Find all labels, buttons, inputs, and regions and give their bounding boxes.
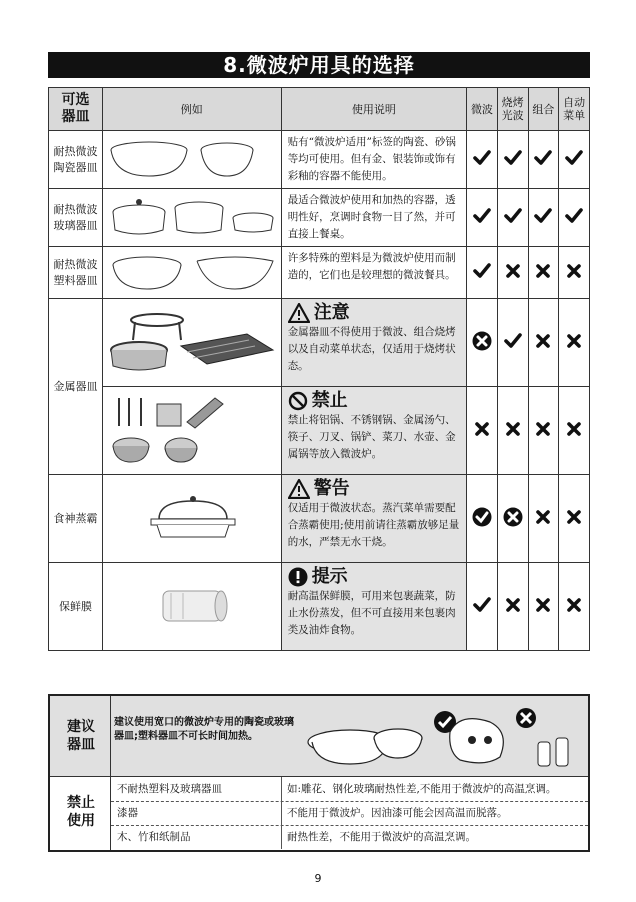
category-cell: 保鲜膜 [49, 563, 103, 651]
prohibited-icon [288, 391, 308, 411]
table-row [49, 131, 590, 189]
prohibited-row [111, 825, 588, 849]
prohibited-row [111, 777, 588, 802]
mode-check-mark [497, 299, 528, 387]
usage-text: 仅适用于微波状态。蒸汽菜单需要配合蒸霸使用;使用前请往蒸霸放够足量的水，严禁无水干烧。 [287, 502, 460, 548]
warning-label: 注意 [313, 302, 350, 323]
recommend-illustration [300, 702, 590, 772]
prohibited-item: 不耐热塑料及玻璃器皿 [117, 783, 222, 795]
info-exclamation-icon [288, 567, 308, 587]
table-row [49, 563, 590, 651]
page-number: 9 [314, 872, 322, 885]
mode-cross-mark [559, 563, 590, 651]
example-illustration [102, 247, 281, 299]
warning-triangle-icon [288, 303, 310, 323]
usage-cell [281, 247, 466, 299]
table-row [49, 387, 590, 475]
mode-cross-mark [559, 247, 590, 299]
usage-cell [281, 189, 466, 247]
table-header-row [49, 88, 590, 131]
mode-circle-check-mark [467, 475, 498, 563]
warning-heading [288, 566, 460, 588]
usage-cell [281, 131, 466, 189]
table-row [49, 189, 590, 247]
usage-text: 金属器皿不得使用于微波、组合烧烤以及自动菜单状态，仅适用于烧烤状态。 [287, 326, 456, 372]
category-cell: 金属器皿 [49, 299, 103, 475]
usage-cell [281, 475, 466, 563]
example-illustration [102, 189, 281, 247]
warning-triangle-icon [288, 479, 310, 499]
header-microwave: 微波 [467, 88, 498, 131]
recommend-text: 建议使用宽口的微波炉专用的陶瓷或玻璃器皿;塑料器皿不可长时间加热。 [114, 717, 294, 742]
mode-check-mark [467, 131, 498, 189]
header-example: 例如 [102, 88, 281, 131]
row-separator [281, 801, 282, 825]
mode-check-mark [559, 131, 590, 189]
usage-text: 贴有“微波炉适用”标签的陶瓷、砂锅等均可使用。但有金、银装饰或饰有彩釉的容器不能使用。 [287, 136, 456, 182]
header-combo: 组合 [528, 88, 559, 131]
mode-cross-mark [497, 247, 528, 299]
usage-text: 耐高温保鲜膜，可用来包裹蔬菜，防止水份蒸发，但不可直接用来包裹肉类及油炸食物。 [287, 590, 456, 636]
mode-cross-mark [559, 299, 590, 387]
mode-cross-mark [497, 563, 528, 651]
mode-check-mark [497, 189, 528, 247]
recommendation-box [48, 694, 590, 852]
warning-heading [288, 390, 460, 412]
example-illustration [102, 131, 281, 189]
example-illustration [102, 299, 281, 387]
row-separator [281, 777, 282, 801]
table-row [49, 475, 590, 563]
mode-cross-mark [559, 475, 590, 563]
prohibited-reason: 如:雕花、钢化玻璃耐热性差,不能用于微波炉的高温烹调。 [287, 783, 557, 795]
prohibited-row [111, 801, 588, 826]
usage-cell [281, 387, 466, 475]
category-cell: 耐热微波 塑料器皿 [49, 247, 103, 299]
cookware-table [48, 87, 590, 651]
mode-check-mark [467, 189, 498, 247]
mode-cross-mark [528, 475, 559, 563]
mode-circle-cross-mark [467, 299, 498, 387]
warning-heading [288, 302, 460, 324]
prohibited-reason: 耐热性差，不能用于微波炉的高温烹调。 [287, 831, 476, 843]
mode-check-mark [467, 563, 498, 651]
warning-label: 提示 [311, 566, 348, 587]
mode-cross-mark [559, 387, 590, 475]
mode-check-mark [528, 189, 559, 247]
usage-cell [281, 563, 466, 651]
example-illustration [102, 563, 281, 651]
mode-cross-mark [497, 387, 528, 475]
category-cell: 耐热微波 玻璃器皿 [49, 189, 103, 247]
category-cell: 食神蒸霸 [49, 475, 103, 563]
row-separator [281, 825, 282, 849]
mode-cross-mark [528, 299, 559, 387]
recommend-row [50, 696, 588, 777]
header-auto: 自动 菜单 [559, 88, 590, 131]
usage-cell [281, 299, 466, 387]
example-illustration [102, 475, 281, 563]
header-usage: 使用说明 [281, 88, 466, 131]
header-grill: 烧烤 光波 [497, 88, 528, 131]
mode-cross-mark [528, 387, 559, 475]
prohibited-item: 木、竹和纸制品 [117, 831, 191, 843]
page-title: 8.微波炉用具的选择 [48, 52, 590, 78]
table-row [49, 247, 590, 299]
mode-check-mark [528, 131, 559, 189]
recommend-label: 建议 器皿 [67, 719, 95, 753]
category-cell: 耐热微波 陶瓷器皿 [49, 131, 103, 189]
mode-check-mark [497, 131, 528, 189]
mode-circle-cross-mark [497, 475, 528, 563]
mode-cross-mark [528, 563, 559, 651]
header-category: 可选 器皿 [49, 88, 103, 131]
mode-check-mark [559, 189, 590, 247]
warning-heading [288, 478, 460, 500]
usage-text: 禁止将铝锅、不锈钢锅、金属汤勺、筷子、刀叉、锅铲、菜刀、水壶、金属锅等放入微波炉。 [287, 414, 456, 460]
usage-text: 许多特殊的塑料是为微波炉使用而制造的，它们也是较理想的微波餐具。 [287, 252, 456, 281]
warning-label: 警告 [313, 478, 350, 499]
table-row [49, 299, 590, 387]
mode-check-mark [467, 247, 498, 299]
example-illustration [102, 387, 281, 475]
prohibited-item: 漆器 [117, 807, 138, 819]
mode-cross-mark [528, 247, 559, 299]
prohibited-reason: 不能用于微波炉。因油漆可能会因高温而脱落。 [287, 807, 508, 819]
usage-text: 最适合微波炉使用和加热的容器，透明性好，烹调时食物一目了然，并可直接上餐桌。 [287, 194, 456, 240]
mode-cross-mark [467, 387, 498, 475]
warning-label: 禁止 [311, 390, 348, 411]
prohibited-label: 禁止 使用 [67, 795, 95, 829]
